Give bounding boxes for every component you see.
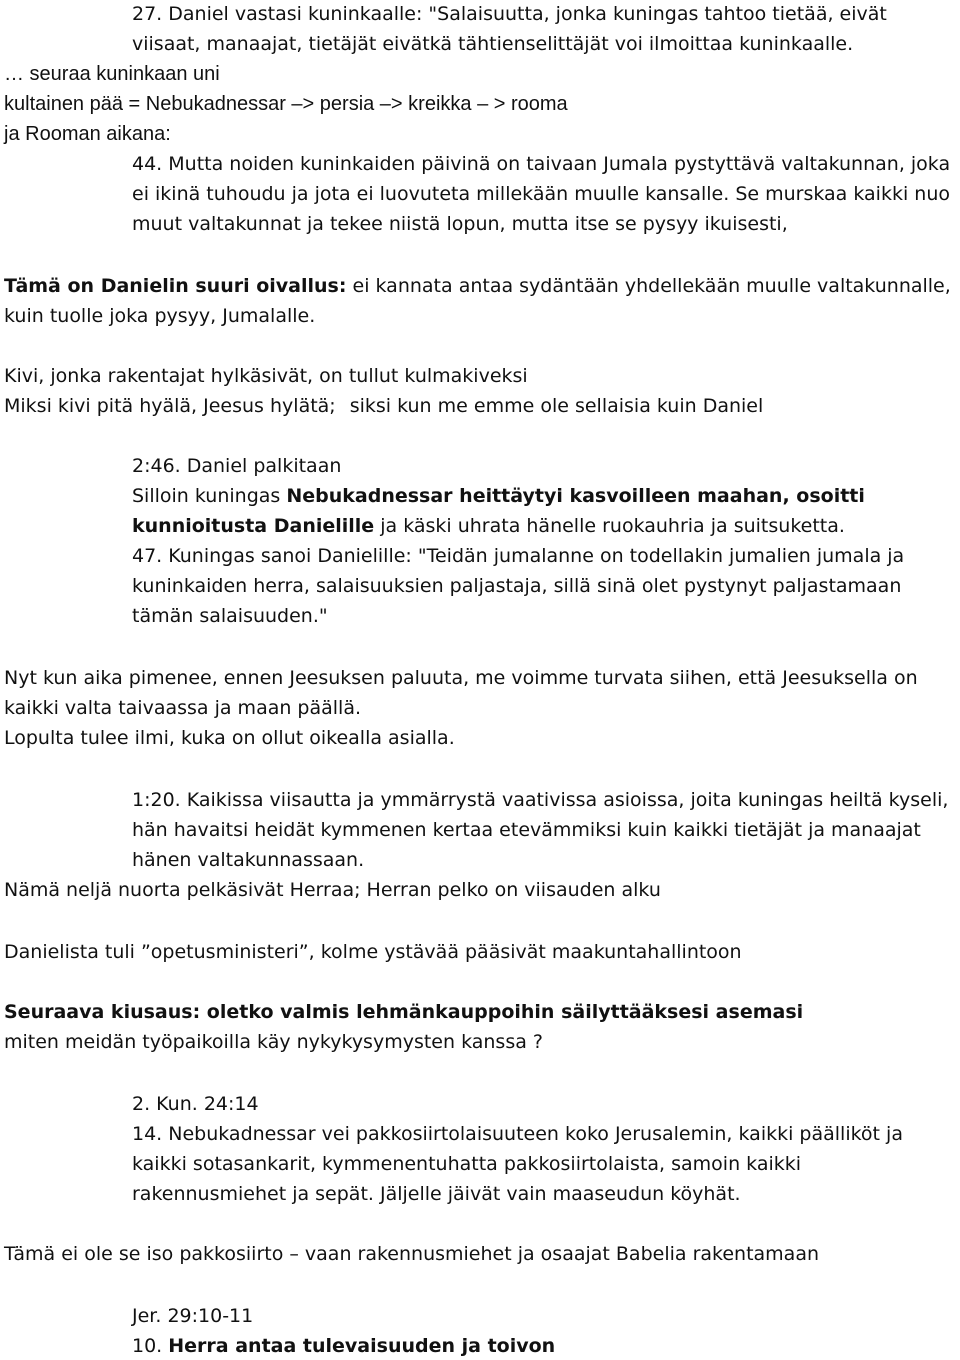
why-line [4,394,763,418]
verse-1-20-line-2: hän havaitsi heidät kymmenen kertaa etevämmiksi kuin kaikki tietäjät ja manaajat [132,819,921,841]
darkness-line-2: kaikki valta taivaassa ja maan päällä. [4,697,362,719]
verse-44-line-3: muut valtakunnat ja tekee niistä lopun, mutta itse se pysyy ikuisesti, [132,213,788,235]
verse-46-line-2 [132,514,845,538]
verse-47-line-1: 47. Kuningas sanoi Danielille: "Teidän jumalanne on todellakin jumalien jumala ja [132,545,905,567]
rome-era-line: ja Rooman aikana: [4,123,171,145]
verse-14-line-3: rakennusmiehet ja sepät. Jäljelle jäivät vain maaseudun köyhät. [132,1183,741,1205]
insight-line-1 [4,274,951,298]
why-line-part-2: siksi kun me emme ole sellaisia kuin Daniel [349,395,764,417]
verse-14-line-1: 14. Nebukadnessar vei pakkosiirtolaisuuteen koko Jerusalemin, kaikki päälliköt ja [132,1123,903,1145]
exile-note-line: Tämä ei ole se iso pakkosiirto – vaan rakennusmiehet ja osaajat Babelia rakentamaan [4,1243,820,1265]
insight-line-2: kuin tuolle joka pysyy, Jumalalle. [4,305,316,327]
verse-14-line-2: kaikki sotasankarit, kymmenentuhatta pakkosiirtolaista, samoin kaikki [132,1153,802,1175]
why-line-part-1: Miksi kivi pitä hyälä, Jeesus hylätä; [4,395,336,417]
verse-46-bold-2: kunnioitusta Danielille [132,515,375,537]
verse-10-line [132,1334,555,1358]
insight-text: ei kannata antaa sydäntään yhdellekään muulle valtakunnalle, [346,275,951,297]
verse-47-line-2: kuninkaiden herra, salaisuuksien paljastaja, sillä sinä olet pystynyt paljastamaan [132,575,902,597]
verse-44-line-2: ei ikinä tuhoudu ja jota ei luovuteta millekään muulle kansalle. Se murskaa kaikki nuo [132,183,950,205]
darkness-line-1: Nyt kun aika pimenee, ennen Jeesuksen paluuta, me voimme turvata siihen, että Jeesuksella on [4,667,918,689]
workplace-question: miten meidän työpaikoilla käy nykykysymysten kanssa ? [4,1031,543,1053]
temptation-heading [4,1000,803,1024]
verse-46-line-1 [132,484,865,508]
verse-10-number: 10. [132,1335,169,1357]
insight-heading: Tämä on Danielin suuri oivallus: [4,275,347,297]
verse-44-line-1: 44. Mutta noiden kuninkaiden päivinä on taivaan Jumala pystyttävä valtakunnan, joka [132,153,951,175]
verse-10-bold: Herra antaa tulevaisuuden ja toivon [168,1335,556,1357]
verse-46-pre: Silloin kuningas [132,485,287,507]
reference-jeremiah: Jer. 29:10-11 [132,1305,254,1327]
reference-2-46: 2:46. Daniel palkitaan [132,455,342,477]
verse-46-bold: Nebukadnessar heittäytyi kasvoilleen maahan, osoitti [286,485,865,507]
minister-line: Danielista tuli ”opetusministeri”, kolme ystävää pääsivät maakuntahallintoon [4,941,742,963]
verse-47-line-3: tämän salaisuuden." [132,605,328,627]
cornerstone-line: Kivi, jonka rakentajat hylkäsivät, on tullut kulmakiveksi [4,365,528,387]
temptation-heading-text: Seuraava kiusaus: oletko valmis lehmänkauppoihin säilyttääksesi asemasi [4,1001,804,1023]
fear-of-lord-line: Nämä neljä nuorta pelkäsivät Herraa; Herran pelko on viisauden alku [4,879,661,901]
kingdoms-line: kultainen pää = Nebukadnessar –> persia –> kreikka – > rooma [4,93,568,115]
verse-46-rest: ja käski uhrata hänelle ruokauhria ja suitsuketta. [374,515,845,537]
verse-27-line-1: 27. Daniel vastasi kuninkaalle: "Salaisuutta, jonka kuningas tahtoo tietää, eivät [132,3,887,25]
verse-1-20-line-1: 1:20. Kaikissa viisautta ja ymmärrystä vaativissa asioissa, joita kuningas heiltä kyseli, [132,789,949,811]
reference-2-kings: 2. Kun. 24:14 [132,1093,259,1115]
darkness-line-3: Lopulta tulee ilmi, kuka on ollut oikealla asialla. [4,727,455,749]
verse-1-20-line-3: hänen valtakunnassaan. [132,849,365,871]
dream-intro-line: … seuraa kuninkaan uni [4,63,220,85]
verse-27-line-2: viisaat, manaajat, tietäjät eivätkä tähtienselittäjät voi ilmoittaa kuninkaalle. [132,33,854,55]
